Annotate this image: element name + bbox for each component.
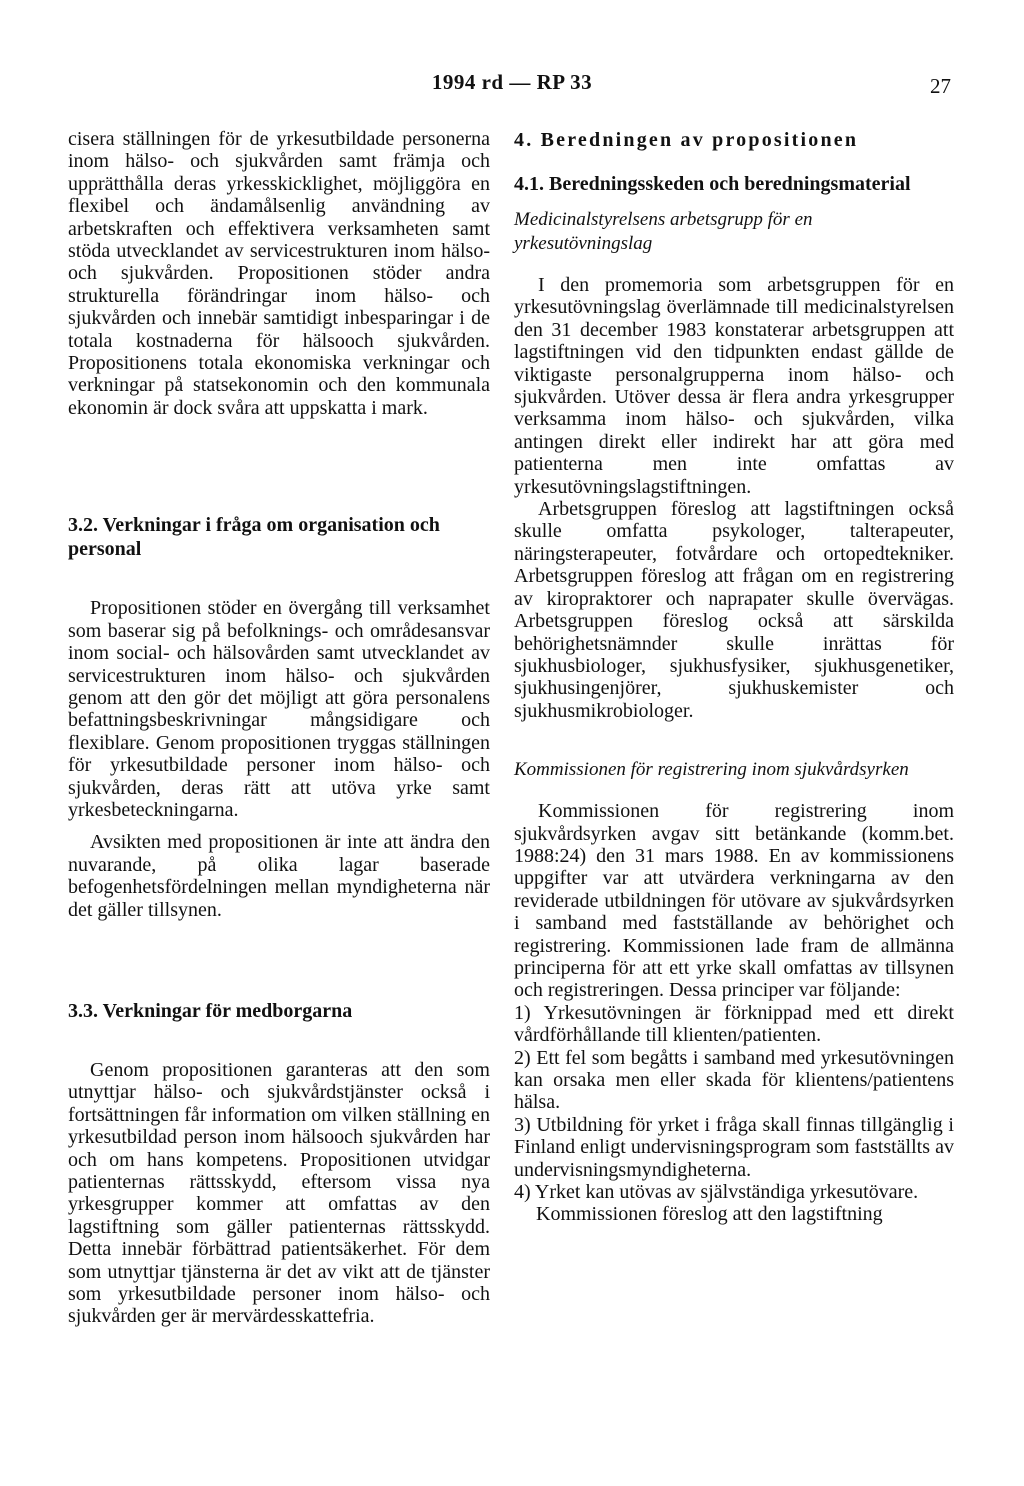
paragraph-citizens: Genom propositionen garanteras att den som utnyttjar hälso- och sjukvårdstjänster också i fortsättningen får information om vilken ställning en yrkesutbildad person inom hälsooch sjukvården har och om hans kompetens. Propositionen utvidgar patienternas rättsskydd, eftersom vissa nya yrkesgrupper kommer att omfattas av den lagstiftning som gäller patienternas rättsskydd. Detta innebär förbättrad patientsäkerhet. För dem som utnyttjar tjänsterna är det av vikt att de tjänster som yrkesutbildade personer inom hälso- och sjukvården ger är mervärdesskattefria. <box>68 1058 490 1328</box>
section-heading-3-2: 3.2. Verkningar i fråga om organisation och personal <box>68 514 440 561</box>
paragraph-kommissionen: Kommissionen för registrering inom sjukvårdsyrken avgav sitt betänkande (komm.bet. 1988:24) den 31 mars 1988. En av kommissionens uppgifter var att utvärdera verkningarna av den reviderade utbildningen för utövare av sjukvårdsyrken i samband med fastställande av behörighet och registrering. Kommissionen lade fram de allmänna principerna för att ett yrke skall omfattas av tillsynen och registreringen. Dessa principer var följande: <box>514 800 954 1002</box>
section-heading-4: 4. Beredningen av propositionen <box>514 129 859 151</box>
subheading-kommissionen: Kommissionen för registrering inom sjukvårdsyrken <box>514 759 909 781</box>
list-item: 4) Yrket kan utövas av självständiga yrkesutövare. <box>514 1181 919 1204</box>
list-item: 2) Ett fel som begåtts i samband med yrkesutövningen kan orsaka men eller skada för klientens/patientens hälsa. <box>514 1046 954 1114</box>
list-item: 3) Utbildning för yrket i fråga skall finnas tillgänglig i Finland enligt undervisningsprogram som fastställts av undervisningsmyndigheterna. <box>514 1113 954 1181</box>
right-column <box>514 128 954 1226</box>
paragraph-authority-distribution: Avsikten med propositionen är inte att ändra den nuvarande, på olika lagar baserade befogenhetsfördelningen mellan myndigheterna när det gäller tillsynen. <box>68 831 490 921</box>
section-heading-4-1: 4.1. Beredningsskeden och beredningsmaterial <box>514 173 911 195</box>
section-heading-3-3: 3.3. Verkningar för medborgarna <box>68 999 353 1022</box>
paragraph-economic-effects: cisera ställningen för de yrkesutbildade personerna inom hälso- och sjukvården samt främja och upprätthålla deras yrkesskicklighet, möjliggöra en flexibel och ändamålsenlig användning av arbetskraften och effektivera verksamheten samt stöda utvecklandet av servicestrukturen inom hälso- och sjukvården. Propositionen stöder andra strukturella förändringar inom hälso- och sjukvården och innebär samtidigt inbesparingar i de totala kostnaderna för hälsooch sjukvården. Propositionens totala ekonomiska verkningar och verkningar på statsekonomin och den kommunala ekonomin är dock svåra att uppskatta i mark. <box>68 128 490 419</box>
paragraph-arbetsgruppen: Arbetsgruppen föreslog att lagstiftningen också skulle omfatta psykologer, talterapeuter, näringsterapeuter, fotvårdare och ortopedtekniker. Arbetsgruppen föreslog att frågan om en registrering av kiropraktorer och naprapater skulle övervägas. Arbetsgruppen föreslog också att särskilda behörighetsnämnder skulle inrättas för sjukhusbiologer, sjukhusfysiker, sjukhusgenetiker, sjukhusingenjörer, sjukhuskemister och sjukhusmikrobiologer. <box>514 498 954 722</box>
page-number: 27 <box>930 74 951 98</box>
running-header: 1994 rd — RP 33 <box>431 70 593 94</box>
subheading-medicinalstyrelsen: Medicinalstyrelsens arbetsgrupp för en yrkesutövningslag <box>514 209 813 254</box>
paragraph-organisation: Propositionen stöder en övergång till verksamhet som baserar sig på befolknings- och områdesansvar inom social- och hälsovården samt utvecklandet av servicestrukturen inom hälso- och sjukvården genom att den gör det möjligt att göra personalens befattningsbeskrivningar mångsidigare och flexiblare. Genom propositionen tryggas ställningen för yrkesutbildade personer inom hälso- och sjukvården, deras rätt att utöva yrke samt yrkesbeteckningarna. <box>68 597 490 821</box>
left-column <box>68 128 490 1328</box>
paragraph-promemoria: I den promemoria som arbetsgruppen för en yrkesutövningslag överlämnade till medicinalstyrelsen den 31 december 1983 konstaterar arbetsgruppen att lagstiftningen vid den tidpunkten endast gällde de viktigaste personalgrupperna inom hälso- och sjukvården. Utöver dessa är flera andra yrkesgrupper verksamma inom hälso- och sjukvården, vilka antingen direkt eller indirekt har att göra med patienterna men inte omfattas av yrkesutövningslagstiftningen. <box>514 274 954 498</box>
list-item: 1) Yrkesutövningen är förknippad med ett direkt vårdförhållande till klienten/patienten. <box>514 1001 954 1047</box>
paragraph-lagstiftning: Kommissionen föreslog att den lagstiftning <box>536 1203 883 1226</box>
